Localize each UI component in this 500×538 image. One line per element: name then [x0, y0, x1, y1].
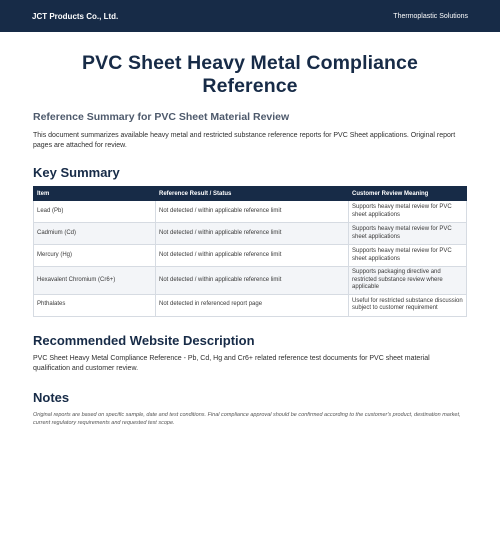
cell-meaning: Supports heavy metal review for PVC sheet applications [349, 245, 467, 267]
cell-meaning: Useful for restricted substance discussion subject to customer requirement [349, 294, 467, 316]
cell-result: Not detected / within applicable reference limit [156, 201, 349, 223]
cell-item: Mercury (Hg) [34, 245, 156, 267]
cell-item: Phthalates [34, 294, 156, 316]
cell-result: Not detected in referenced report page [156, 294, 349, 316]
cell-meaning: Supports heavy metal review for PVC sheet applications [349, 201, 467, 223]
company-tagline: Thermoplastic Solutions [393, 12, 468, 20]
table-row [34, 223, 467, 245]
column-header-meaning: Customer Review Meaning [349, 187, 467, 201]
company-name: JCT Products Co., Ltd. [32, 11, 119, 21]
table-header-row [34, 187, 467, 201]
page-subtitle: Reference Summary for PVC Sheet Material Review [33, 111, 290, 123]
cell-item: Lead (Pb) [34, 201, 156, 223]
key-summary-table [33, 186, 467, 317]
intro-paragraph: This document summarizes available heavy metal and restricted substance reference reports for PVC Sheet applications. Original report pages are attached for review. [33, 132, 456, 149]
header-bar [0, 0, 500, 32]
cell-item: Cadmium (Cd) [34, 223, 156, 245]
website-description-heading: Recommended Website Description [33, 332, 255, 348]
document-body [0, 52, 500, 427]
table-row [34, 294, 467, 316]
website-description-text: PVC Sheet Heavy Metal Compliance Reference - Pb, Cd, Hg and Cr6+ related reference test documents for PVC sheet material qualification and customer review. [33, 354, 430, 372]
table-row [34, 267, 467, 295]
cell-result: Not detected / within applicable reference limit [156, 245, 349, 267]
cell-item: Hexavalent Chromium (Cr6+) [34, 267, 156, 295]
table-row [34, 201, 467, 223]
column-header-item: Item [34, 187, 156, 201]
notes-text: Original reports are based on specific sample, date and test conditions. Final compliance approval should be confirmed according to the customer's product, destination market, current regulatory requirements and requested test scope. [33, 411, 461, 426]
cell-meaning: Supports heavy metal review for PVC sheet applications [349, 223, 467, 245]
notes-heading: Notes [33, 389, 70, 405]
cell-meaning: Supports packaging directive and restricted substance review where applicable [349, 267, 467, 295]
key-summary-heading: Key Summary [33, 165, 120, 180]
cell-result: Not detected / within applicable reference limit [156, 267, 349, 295]
page-title: PVC Sheet Heavy Metal Compliance Reference [82, 52, 418, 97]
table-row [34, 245, 467, 267]
column-header-result: Reference Result / Status [156, 187, 349, 201]
cell-result: Not detected / within applicable reference limit [156, 223, 349, 245]
